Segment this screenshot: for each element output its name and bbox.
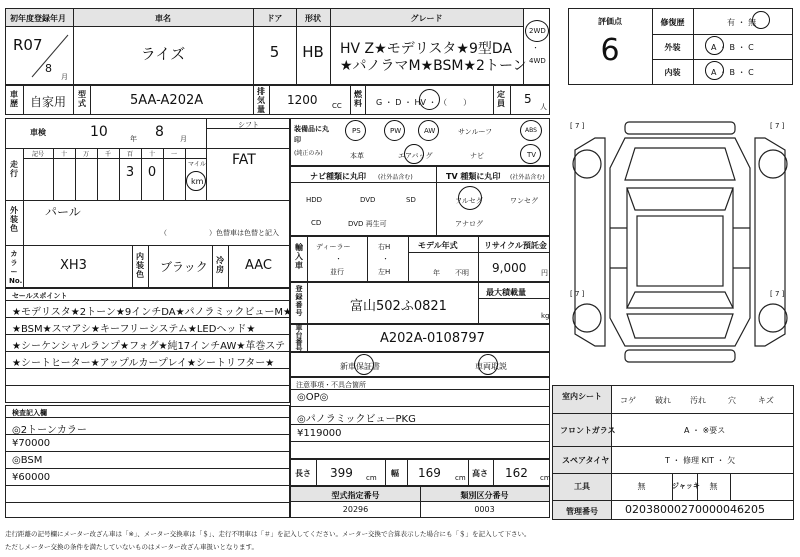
fuel-label: 燃料 [354, 90, 362, 108]
tools-value: 無 [637, 482, 646, 491]
category-number-value: 0003 [474, 505, 495, 514]
jack-value: 無 [709, 482, 718, 491]
import-dot-2: ・ [382, 255, 389, 263]
model-year-label: モデル年式 [418, 241, 458, 250]
repair-label: 修復歴 [660, 18, 685, 27]
equip-airbag-circle [404, 144, 424, 164]
score-label: 評価点 [598, 17, 622, 26]
windshield-options: A ・ ※要ス [684, 426, 726, 435]
equipment-label: 装備品に丸印 [294, 125, 329, 144]
displacement-label: 排気量 [257, 87, 265, 114]
mile-label: マイル [188, 161, 206, 168]
navi-dvd: DVD [360, 196, 376, 204]
navi-sd: SD [406, 196, 416, 204]
equip-pw-circle [384, 120, 405, 141]
inspection-year-unit: 年 [130, 135, 137, 143]
mileage-digit-5: 0 [147, 165, 157, 180]
model-label: 型式 [78, 90, 86, 108]
footer-line-2: ただしメーター交換の条件を満たしていないものはメーター改ざん車扱いとなります。 [5, 543, 258, 551]
grade-label: グレード [410, 14, 443, 23]
seat-burn: コゲ [620, 396, 636, 405]
inspection-year: 10 [90, 124, 108, 140]
equip-ps: PS [352, 127, 361, 135]
exterior-options: A ・ B ・ C [711, 43, 754, 52]
car-diagram [565, 108, 795, 376]
seat-stain: 汚れ [690, 396, 706, 405]
ac-label: 冷房 [216, 256, 224, 274]
manual: 車両取説 [475, 362, 507, 371]
fuel-options: G ・ D ・ HV ・ （ ） [376, 98, 472, 107]
inspection-month-unit: 月 [180, 135, 187, 143]
chassis-value: A202A-0108797 [380, 331, 485, 346]
width-label: 幅 [391, 469, 399, 478]
tv-oneseg: ワンセグ [510, 197, 538, 205]
mileage-digit-4: 3 [125, 165, 135, 180]
grade-line1: HV Z★モデリスタ★9型DA [340, 41, 512, 57]
navi-dvd-play: DVD 再生可 [348, 220, 387, 228]
seat-hole: 穴 [728, 396, 736, 405]
tv-label: TV 種類に丸印 [446, 172, 501, 181]
diagram-mark-br: [ 7 ] [770, 290, 785, 298]
tv-analog: アナログ [455, 220, 483, 228]
footer-line-1: 走行距離の記号欄にメーター改ざん車は「※」、メーター交換車は「＄」、走行不明車は「＃」を記入してください。メーター交換で合算表示した場合にも「＄」を記入して下さい。 [5, 530, 531, 538]
equip-aw-circle [418, 120, 439, 141]
import-right-h: 右H [378, 243, 391, 251]
diagram-mark-tl: [ 7 ] [570, 122, 585, 130]
inspector-line-3: ◎BSM [12, 455, 43, 466]
category-value: 自家用 [30, 95, 67, 109]
drive-4wd: 4WD [529, 57, 546, 65]
first-reg-month-unit: 月 [61, 73, 68, 81]
recycle-unit: 円 [541, 269, 548, 277]
designation-value: 20296 [342, 505, 369, 514]
notes-line-3: ¥119000 [297, 428, 342, 439]
fuel-hv-circle [419, 89, 440, 110]
jack-label: ジャッキ [672, 482, 700, 490]
color-value: パール [45, 205, 81, 219]
mileage-grid [23, 149, 206, 200]
length-label: 長さ [295, 469, 311, 478]
exterior-a-circle [705, 36, 724, 55]
model-year-unknown: 不明 [455, 269, 469, 277]
model-value: 5AA-A202A [130, 93, 204, 108]
registration-label: 登録番号 [295, 285, 303, 317]
height-value: 162 [505, 466, 528, 480]
capacity-value: 5 [524, 92, 532, 106]
mgmt-label: 管理番号 [566, 507, 598, 516]
inspector-line-2: ¥70000 [12, 438, 51, 449]
first-reg-month: 8 [45, 62, 52, 75]
mileage-unit-6: 一 [170, 151, 177, 158]
mileage-unit-0: 記号 [31, 151, 44, 158]
km-label: km [191, 177, 204, 186]
equip-leather: 本革 [350, 152, 364, 160]
mileage-unit-1: 十 [60, 151, 67, 158]
capacity-label: 定員 [497, 90, 505, 108]
new-car-warranty-circle [354, 354, 374, 375]
width-value: 169 [418, 466, 441, 480]
notes-line-2: ◎パノラミックビューPKG [297, 414, 416, 425]
equip-sunroof: サンルーフ [458, 128, 493, 136]
equip-ps-circle [345, 120, 366, 141]
shape-value: HB [302, 43, 324, 61]
displacement-unit: CC [332, 102, 342, 110]
tv-fullseg: フルセグ [455, 197, 483, 205]
sales-point-line-3: ★シーケンシャルランプ★フォグ★純17インチAW★革巻ステ [12, 341, 286, 352]
equip-abs-circle [520, 120, 542, 141]
import-label: 輸入車 [295, 243, 303, 270]
length-unit: cm [366, 474, 377, 482]
recycle-label: リサイクル預託金 [484, 241, 547, 250]
import-dealer: ディーラー [316, 243, 351, 251]
seat-scratch: キズ [758, 396, 774, 405]
interior-color-label: 内装色 [136, 252, 144, 279]
spare-options: T ・ 修理 KIT ・ 欠 [665, 456, 736, 465]
drive-2wd-circle [525, 20, 549, 42]
chassis-label: 車台番号 [295, 324, 303, 353]
seat-tear: 破れ [655, 396, 671, 405]
navi-hdd: HDD [306, 196, 323, 204]
equip-airbag: エアバッグ [398, 152, 433, 160]
shift-label: シフト [238, 121, 259, 129]
sales-point-label: セールスポイント [12, 292, 68, 300]
drive-2wd: 2WD [529, 27, 546, 35]
capacity-unit: 人 [540, 103, 547, 111]
spare-label: スペアタイヤ [562, 456, 610, 465]
equip-pw: PW [390, 127, 402, 135]
exterior-label: 外装 [664, 43, 681, 52]
equip-tv-circle [520, 144, 541, 164]
first-reg-era: R07 [13, 36, 43, 54]
sales-point-line-2: ★BSM★スマアシ★キーフリーシステム★LEDヘッド★ [12, 324, 256, 335]
windshield-label: フロントガラス [560, 426, 616, 435]
repair-none-circle [752, 11, 770, 29]
navi-sublabel: (社外品含む) [378, 174, 413, 181]
diagram-mark-bl: [ 7 ] [570, 290, 585, 298]
mileage-unit-2: 万 [82, 151, 89, 158]
import-dot: ・ [335, 255, 342, 263]
color-label: 外装色 [10, 206, 18, 233]
sales-point-line-1: ★モデリスタ★2トーン★9インチDA★パノラミックビューM★ [12, 307, 292, 318]
notes-line-1: ◎OP◎ [297, 392, 329, 403]
first-reg-label: 初年度登録年月 [10, 14, 66, 23]
height-label: 高さ [472, 469, 488, 478]
new-car-warranty: 新車保証書 [340, 362, 380, 371]
interior-seat-label: 室内シート [562, 392, 602, 401]
color-note: （ ）色替車は色替と記入 [160, 229, 279, 237]
navi-label: ナビ種類に丸印 [310, 172, 366, 181]
interior-options: A ・ B ・ C [711, 68, 754, 77]
import-parallel: 並行 [330, 268, 344, 276]
drive-dot: ・ [532, 44, 539, 52]
interior-label: 内装 [664, 68, 681, 77]
inspector-line-1: ◎2トーンカラー [12, 425, 87, 436]
car-name-label: 車名 [155, 14, 171, 23]
category-label: 車歴 [10, 90, 18, 108]
navi-cd: CD [311, 219, 322, 227]
category-number-label: 類別区分番号 [460, 491, 509, 500]
max-load-unit: kg [541, 312, 550, 320]
repair-options: 有 ・ 無 [727, 18, 757, 27]
equip-navi: ナビ [470, 152, 484, 160]
mileage-label: 走行 [10, 160, 18, 178]
max-load-label: 最大積載量 [486, 288, 526, 297]
diagram-mark-tr: [ 7 ] [770, 122, 785, 130]
equip-abs: ABS [525, 127, 537, 134]
ac-value: AAC [245, 258, 272, 273]
km-circle [186, 171, 206, 191]
tv-fullseg-circle [458, 186, 482, 210]
doors-value: 5 [269, 43, 280, 61]
shift-value: FAT [232, 152, 256, 168]
manual-circle [478, 354, 498, 375]
designation-label: 型式指定番号 [331, 491, 380, 500]
length-value: 399 [330, 466, 353, 480]
width-unit: cm [455, 474, 466, 482]
tools-label: 工具 [574, 482, 590, 491]
shape-label: 形状 [305, 14, 321, 23]
interior-color-value: ブラック [160, 260, 208, 274]
recycle-value: 9,000 [492, 261, 527, 275]
mileage-unit-3: 千 [104, 151, 111, 158]
sales-point-line-4: ★シートヒーター★アップルカープレイ★シートリフター★ [12, 358, 275, 369]
equipment-sublabel: (純正のみ) [294, 150, 323, 157]
equip-tv: TV [527, 151, 537, 159]
warranty-box [290, 352, 550, 377]
mileage-unit-4: 百 [126, 151, 133, 158]
color-no-label: カラーNo. [9, 250, 23, 285]
car-name: ライズ [140, 45, 186, 63]
height-unit: cm [540, 474, 551, 482]
interior-a-circle [705, 61, 724, 80]
equip-aw: AW [424, 127, 436, 135]
score-value: 6 [600, 33, 620, 68]
mgmt-value: 02038000270000046205 [625, 503, 765, 516]
import-left-h: 左H [378, 268, 391, 276]
displacement-value: 1200 [287, 93, 318, 107]
tv-sublabel: (社外品含む) [510, 174, 545, 181]
inspector-line-4: ¥60000 [12, 472, 51, 483]
model-year-unit: 年 [433, 269, 440, 277]
doors-label: ドア [266, 14, 283, 23]
grade-line2: ★パノラマM★BSM★2トーン [340, 58, 527, 74]
inspector-label: 検査記入欄 [12, 409, 47, 417]
notes-label: 注意事項・不具合箇所 [296, 381, 366, 389]
inspection-label: 車検 [30, 128, 46, 137]
color-no-value: XH3 [60, 258, 87, 273]
inspection-month: 8 [155, 124, 164, 140]
registration-value: 富山502ふ0821 [350, 299, 447, 314]
mileage-unit-5: 十 [148, 151, 155, 158]
